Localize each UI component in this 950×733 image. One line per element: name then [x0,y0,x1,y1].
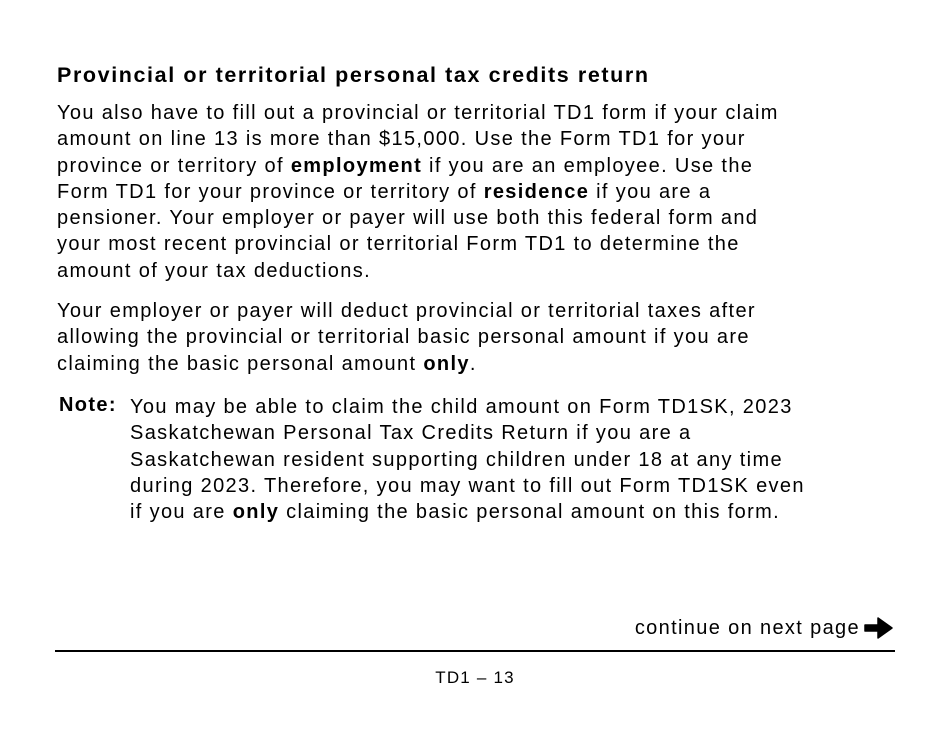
emphasis-only: only [423,352,470,375]
note-body [130,394,900,525]
note-label: Note: [59,394,117,416]
text-line: amount on line 13 is more than $15,000. Use the Form TD1 for your [57,128,746,151]
text-line: your most recent provincial or territorial Form TD1 to determine the [57,233,740,256]
emphasis-only: only [232,501,280,524]
text-line: claiming the basic personal amount only. [57,352,477,375]
footer-divider [55,650,895,652]
text-line: allowing the provincial or territorial basic personal amount if you are [57,326,750,349]
text-line: You may be able to claim the child amount on Form TD1SK, 2023 [130,396,793,418]
text-line: Saskatchewan Personal Tax Credits Return if you are a [130,422,692,445]
text-line: province or territory of employment if you are an employee. Use the [57,154,754,177]
text-line: pensioner. Your employer or payer will use both this federal form and [57,207,759,230]
right-arrow-icon [864,616,893,640]
text-line: Your employer or payer will deduct provincial or territorial taxes after [57,300,756,322]
section-heading: Provincial or territorial personal tax credits return [57,63,650,87]
text-line: You also have to fill out a provincial or territorial TD1 form if your claim [57,102,779,124]
page-number: TD1 – 13 [435,668,515,687]
paragraph-basic-personal-amount [57,298,897,377]
paragraph-provincial-td1 [57,100,897,284]
text-line: Form TD1 for your province or territory of residence if you are a [57,180,712,203]
text-line: during 2023. Therefore, you may want to fill out Form TD1SK even [130,474,805,497]
emphasis-residence: residence [483,180,590,203]
continue-label: continue on next page [634,617,860,639]
text-line: amount of your tax deductions. [57,259,371,282]
continue-link[interactable] [635,614,893,642]
emphasis-employment: employment [290,154,423,177]
text-line: if you are only claiming the basic personal amount on this form. [130,501,781,524]
text-line: Saskatchewan resident supporting children under 18 at any time [130,448,783,471]
